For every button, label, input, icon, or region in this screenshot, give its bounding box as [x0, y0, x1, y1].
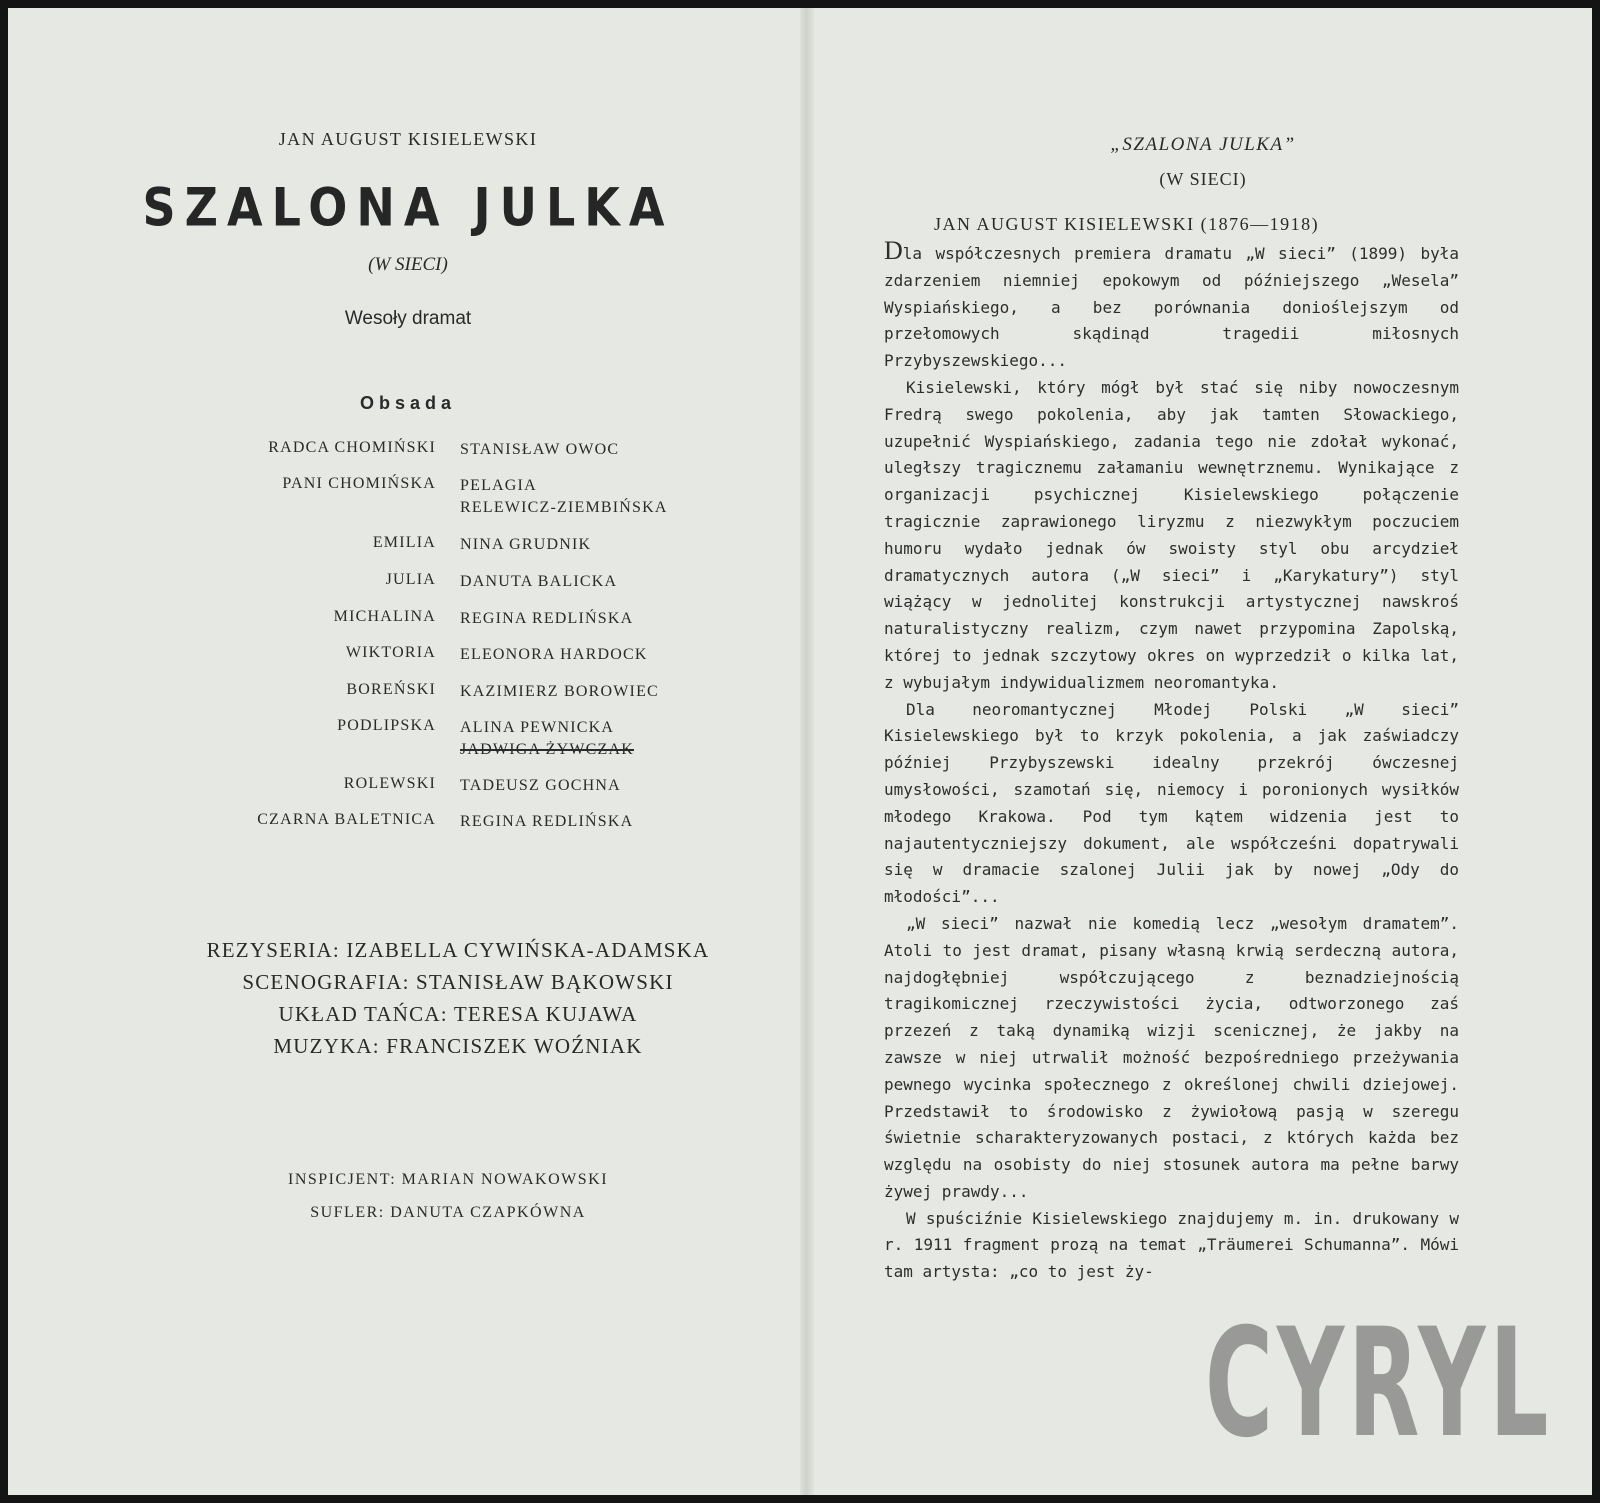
production-credits	[8, 934, 908, 1062]
cast-actor: ALINA PEWNICKA JADWIGA ŻYWCZAK	[460, 717, 634, 761]
cast-role: CZARNA BALETNICA	[257, 811, 436, 828]
cast-actor: ELEONORA HARDOCK	[460, 646, 648, 663]
staff-line: INSPICJENT: MARIAN NOWAKOWSKI	[287, 1171, 609, 1188]
cast-actor: STANISŁAW OWOC	[460, 441, 620, 458]
cast-actor: TADEUSZ GOCHNA	[460, 777, 621, 794]
cast-role: PANI CHOMIŃSKA	[282, 475, 436, 492]
cast-heading: Obsada	[359, 393, 457, 413]
cast-role: WIKTORIA	[345, 644, 436, 661]
staff-line: SUFLER: DANUTA CZAPKÓWNA	[310, 1204, 586, 1221]
essay-paragraph: Kisielewski, który mógł był stać się niby nowoczesnym Fredrą swego pokolenia, aby jak tamten Słowackiego, uzupełnić Wyspiańskiego, zadania tego nie zdołał wykonać, uległszy tragicznemu załamaniu wewnętrznemu. Wynikające z organizacji psychicznej Kisielewskiego połączenie tragicznie zaprawionego liryzmu z niezwykłym poczuciem humoru wydało jednak ów swoisty styl obu arcydzieł dramatycznych autora („W sieci” i „Karykatury”) styl wiążący w jednolitej konstrukcji artystycznej nawskroś naturalistyczny realizm, czym nawet przypomina Zapolską, której to jednak szczytowy okres on wyprzedził o kilka lat, z wybujałym indywidualizmem neoromantyka.	[884, 377, 1459, 692]
cast-role: PODLIPSKA	[337, 717, 436, 734]
cast-actor: KAZIMIERZ BOROWIEC	[460, 683, 659, 700]
cast-role: MICHALINA	[333, 608, 436, 625]
essay-paragraph: Dla neoromantycznej Młodej Polski „W sieci” Kisielewskiego był to krzyk pokolenia, a jak zaświadczy później Przybyszewski idealny przekrój ówczesnej umysłowości, szamotań się, niemocy i poronionych wysiłków młodego Krakowa. Pod tym kątem widzenia jest to najautentyczniejszy dokument, ale współcześni dopatrywali się w dramacie szalonej Julii jak by nowej „Ody do młodości”...	[884, 699, 1459, 907]
play-genre: Wesoły dramat	[344, 308, 472, 329]
left-page	[8, 8, 808, 1495]
credit-line: MUZYKA: FRANCISZEK WOŹNIAK	[273, 1034, 643, 1058]
essay-body	[884, 236, 1459, 1286]
struck-actor: JADWIGA ŻYWCZAK	[460, 741, 634, 758]
cast-role: JULIA	[385, 571, 436, 588]
credit-line: SCENOGRAFIA: STANISŁAW BĄKOWSKI	[242, 970, 674, 994]
credit-line: UKŁAD TAŃCA: TERESA KUJAWA	[278, 1002, 638, 1026]
play-title: SZALONA JULKA	[142, 175, 674, 239]
cast-actor: REGINA REDLIŃSKA	[460, 813, 634, 830]
right-page	[814, 8, 1592, 1495]
drop-cap: D	[884, 236, 903, 265]
author-name: JAN AUGUST KISIELEWSKI	[278, 129, 538, 149]
stage-staff	[8, 1163, 888, 1229]
watermark-logo: CYRYL	[1204, 1297, 1552, 1471]
cast-actor: REGINA REDLIŃSKA	[460, 610, 634, 627]
credit-line: REZYSERIA: IZABELLA CYWIŃSKA-ADAMSKA	[206, 938, 710, 962]
cast-actor: NINA GRUDNIK	[460, 536, 592, 553]
essay-paragraph: W spuściźnie Kisielewskiego znajdujemy m. in. drukowany w r. 1911 fragment prozą na temat „Träumerei Schumanna”. Mówi tam artysta: „co to jest ży-	[884, 1208, 1459, 1282]
cast-actor: DANUTA BALICKA	[460, 573, 618, 590]
cast-role: BOREŃSKI	[346, 681, 436, 698]
essay-paragraph: Dla współczesnych premiera dramatu „W sieci” (1899) była zdarzeniem niemniej epokowym od późniejszego „Wesela” Wyspiańskiego, a bez porównania donioślejszym od przełomowych skądinąd tragedii miłosnych Przybyszewskiego...	[884, 236, 1459, 371]
cast-role: RADCA CHOMIŃSKI	[268, 439, 436, 456]
essay-author-line: JAN AUGUST KISIELEWSKI (1876—1918)	[934, 214, 1320, 234]
essay-title: „SZALONA JULKA”	[1110, 134, 1296, 155]
cast-role: EMILIA	[372, 534, 436, 551]
essay-subtitle: (W SIECI)	[1159, 169, 1247, 189]
cast-role: ROLEWSKI	[343, 775, 436, 792]
essay-paragraph: „W sieci” nazwał nie komedią lecz „wesołym dramatem”. Atoli to jest dramat, pisany własną krwią serdeczną autora, najdogłębniej współczującego z beznadziejnością tragikomicznej rzeczywistości życia, odtworzonego zaś przezeń z taką dynamiką wizji scenicznej, że jakby na zawsze w niej utrwalił możność bezpośredniego przeżywania pewnego wycinka społecznego z określonej chwili dziejowej. Przedstawił to środowisko z żywiołową pasją w szeregu świetnie scharakteryzowanych postaci, z których każda bez względu na osobisty do niej stosunek autora ma pełne barwy żywej prawdy...	[884, 913, 1459, 1201]
program-sheet	[8, 8, 1592, 1495]
play-subtitle: (W SIECI)	[368, 254, 448, 275]
cast-actor: PELAGIA RELEWICZ-ZIEMBIŃSKA	[460, 477, 668, 516]
